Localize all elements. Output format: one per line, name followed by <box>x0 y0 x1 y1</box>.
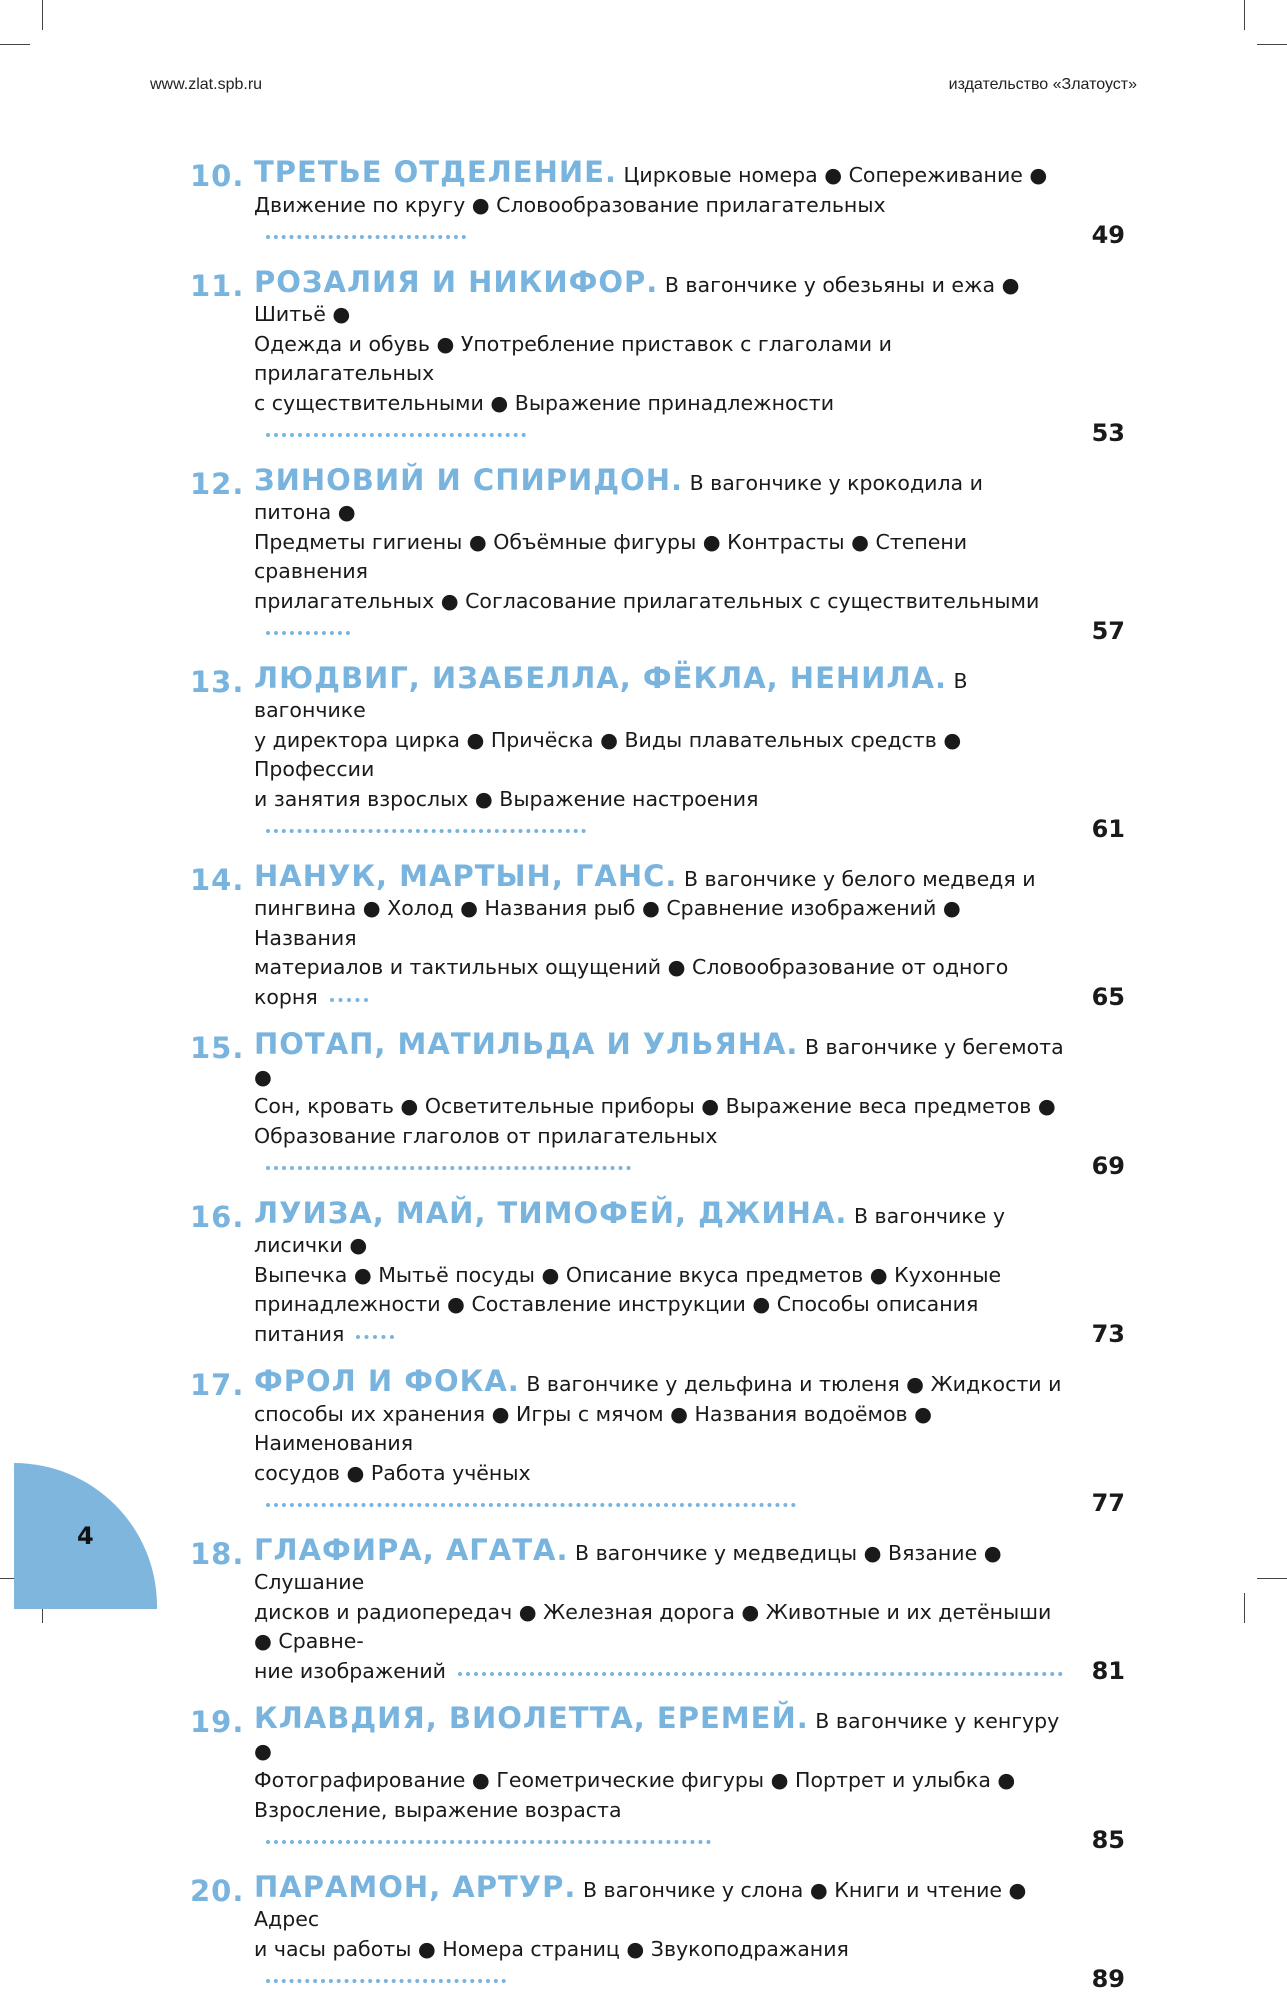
toc-entry-line: Выпечка ● Мытьё посуды ● Описание вкуса предметов ● Кухонные <box>254 1262 1002 1287</box>
toc-entry-line: принадлежности ● Составление инструкции ● Способы описания питания <box>254 1292 979 1346</box>
toc-leader-dots <box>266 631 350 635</box>
toc-entry-line: Взросление, выражение возраста <box>254 1797 622 1822</box>
toc-entry-body <box>190 1027 1125 1181</box>
toc-leader-dots <box>266 1840 711 1844</box>
toc-entry-line: и часы работы ● Номера страниц ● Звукоподражания <box>254 1936 849 1961</box>
toc-page-number[interactable]: 69 <box>1091 1151 1125 1180</box>
crop-mark <box>1257 1578 1287 1579</box>
toc-entry-line: В вагончике <box>254 668 968 722</box>
toc-page-number[interactable]: 77 <box>1091 1488 1125 1517</box>
crop-mark <box>1244 0 1245 30</box>
toc-entry-body <box>190 462 1125 646</box>
crop-mark <box>42 0 43 30</box>
toc-entry-number: 11. <box>190 268 245 303</box>
toc-entry-number: 12. <box>190 466 245 501</box>
toc-page-number[interactable]: 53 <box>1091 418 1125 447</box>
toc-page-number[interactable]: 89 <box>1091 1964 1125 1993</box>
toc-page-number[interactable]: 61 <box>1091 814 1125 843</box>
toc-leader-dots <box>356 1335 394 1339</box>
toc-leader-dots <box>330 998 368 1002</box>
toc-entry[interactable] <box>190 1364 1125 1518</box>
toc-entry[interactable] <box>190 1701 1125 1855</box>
toc-entry-number: 19. <box>190 1705 245 1739</box>
toc-leader-dots <box>266 1503 796 1507</box>
toc-entry-number: 18. <box>190 1536 245 1571</box>
toc-entry-body <box>190 858 1125 1013</box>
toc-entry-line: Образование глаголов от прилагательных <box>254 1123 718 1148</box>
toc-entry[interactable] <box>190 858 1125 1013</box>
toc-entry-line: материалов и тактильных ощущений ● Словообразование от одного корня <box>254 955 1009 1009</box>
toc-entry[interactable] <box>190 1869 1125 1994</box>
toc-entry[interactable] <box>190 264 1125 448</box>
toc-entry-line: Сон, кровать ● Осветительные приборы ● Выражение веса предметов ● <box>254 1094 1056 1118</box>
toc-leader-dots <box>266 1166 631 1170</box>
toc-entry[interactable] <box>190 1532 1125 1687</box>
toc-entry-title: ФРОЛ И ФОКА. <box>254 1364 520 1398</box>
toc-entry-number: 15. <box>190 1031 245 1065</box>
toc-entry-title: ПОТАП, МАТИЛЬДА И УЛЬЯНА. <box>254 1027 799 1061</box>
toc-entry-line: В вагончике у бегемота ● <box>254 1035 1064 1089</box>
table-of-contents <box>190 155 1125 2012</box>
toc-entry[interactable] <box>190 1195 1125 1350</box>
toc-entry-line: В вагончике у кенгуру ● <box>254 1709 1060 1763</box>
toc-entry-line: и занятия взрослых ● Выражение настроения <box>254 786 759 811</box>
toc-entry-body <box>190 1869 1125 1994</box>
toc-entry-body <box>190 660 1125 844</box>
toc-entry-body <box>190 1701 1125 1855</box>
toc-leader-dots <box>458 1672 1063 1676</box>
header-publisher: издательство «Златоуст» <box>948 76 1137 93</box>
toc-entry-title: ГЛАФИРА, АГАТА. <box>254 1532 569 1567</box>
toc-entry-body <box>190 1195 1125 1350</box>
toc-entry[interactable] <box>190 1027 1125 1181</box>
toc-entry-line: Движение по кругу ● Словообразование прилагательных <box>254 192 886 217</box>
toc-entry-line: В вагончике у обезьяны и ежа ● Шитьё ● <box>254 272 1020 326</box>
toc-entry-body <box>190 155 1125 250</box>
toc-entry-line: сосудов ● Работа учёных <box>254 1460 531 1485</box>
toc-page-number[interactable]: 81 <box>1091 1657 1125 1685</box>
toc-entry-number: 14. <box>190 862 245 897</box>
toc-entry-title: ПАРАМОН, АРТУР. <box>254 1869 577 1904</box>
toc-entry-line: у директора цирка ● Причёска ● Виды плавательных средств ● Профессии <box>254 727 962 781</box>
toc-entry-line: В вагончике у лисички ● <box>254 1203 1005 1257</box>
toc-entry[interactable] <box>190 155 1125 250</box>
crop-mark <box>0 44 30 45</box>
toc-entry-line: В вагончике у белого медведя и <box>683 866 1036 891</box>
toc-entry-number: 16. <box>190 1199 245 1234</box>
toc-entry-line: Одежда и обувь ● Употребление приставок с глаголами и прилагательных <box>254 331 892 385</box>
toc-entry-line: способы их хранения ● Игры с мячом ● Названия водоёмов ● Наименования <box>254 1401 933 1455</box>
toc-entry-line: пингвина ● Холод ● Названия рыб ● Сравнение изображений ● Названия <box>254 896 961 950</box>
toc-entry-line: Фотографирование ● Геометрические фигуры ● Портрет и улыбка ● <box>254 1768 1016 1792</box>
toc-entry-line: В вагончике у слона ● Книги и чтение ● Адрес <box>254 1877 1027 1931</box>
toc-page-number[interactable]: 49 <box>1091 220 1125 249</box>
toc-entry[interactable] <box>190 660 1125 844</box>
toc-entry-title: ЛЮДВИГ, ИЗАБЕЛЛА, ФЁКЛА, НЕНИЛА. <box>254 660 947 695</box>
crop-mark <box>1244 1593 1245 1623</box>
toc-entry-line: Цирковые номера ● Сопереживание ● <box>623 163 1048 187</box>
toc-entry-line: В вагончике у дельфина и тюленя ● Жидкости и <box>526 1372 1062 1396</box>
toc-entry[interactable] <box>190 462 1125 646</box>
toc-leader-dots <box>266 829 586 833</box>
toc-entry-title: НАНУК, МАРТЫН, ГАНС. <box>254 858 678 893</box>
toc-entry-number: 20. <box>190 1873 245 1908</box>
toc-entry-title: ЗИНОВИЙ И СПИРИДОН. <box>254 462 684 497</box>
toc-leader-dots <box>266 1979 506 1983</box>
toc-entry-line: с существительными ● Выражение принадлежности <box>254 390 835 415</box>
toc-page-number[interactable]: 73 <box>1091 1320 1125 1348</box>
toc-page-number[interactable]: 85 <box>1091 1825 1125 1854</box>
toc-entry-line: дисков и радиопередач ● Железная дорога ● Животные и их детёныши ● Сравне- <box>254 1599 1052 1653</box>
toc-entry-number: 17. <box>190 1368 245 1402</box>
toc-entry-line: прилагательных ● Согласование прилагательных с существительными <box>254 588 1040 613</box>
toc-leader-dots <box>266 433 526 437</box>
toc-page-number[interactable]: 65 <box>1091 983 1125 1011</box>
crop-mark <box>1257 44 1287 45</box>
toc-entry-body <box>190 1364 1125 1518</box>
toc-entry-line: Предметы гигиены ● Объёмные фигуры ● Контрасты ● Степени сравнения <box>254 529 968 583</box>
toc-entry-title: ТРЕТЬЕ ОТДЕЛЕНИЕ. <box>254 155 617 189</box>
toc-entry-body <box>190 1532 1125 1687</box>
toc-entry-title: РОЗАЛИЯ И НИКИФОР. <box>254 264 659 299</box>
toc-entry-number: 13. <box>190 664 245 699</box>
toc-entry-line: ние изображений <box>254 1658 446 1683</box>
toc-entry-body <box>190 264 1125 448</box>
toc-entry-title: КЛАВДИЯ, ВИОЛЕТТА, ЕРЕМЕЙ. <box>254 1701 809 1735</box>
toc-page-number[interactable]: 57 <box>1091 616 1125 645</box>
toc-leader-dots <box>266 235 466 239</box>
toc-entry-number: 10. <box>190 159 245 193</box>
toc-entry-line: В вагончике у крокодила и питона ● <box>254 470 983 524</box>
header-website[interactable]: www.zlat.spb.ru <box>150 76 263 93</box>
page-number: 4 <box>77 1522 94 1550</box>
toc-entry-title: ЛУИЗА, МАЙ, ТИМОФЕЙ, ДЖИНА. <box>254 1195 848 1230</box>
toc-entry-line: В вагончике у медведицы ● Вязание ● Слушание <box>254 1540 1002 1594</box>
